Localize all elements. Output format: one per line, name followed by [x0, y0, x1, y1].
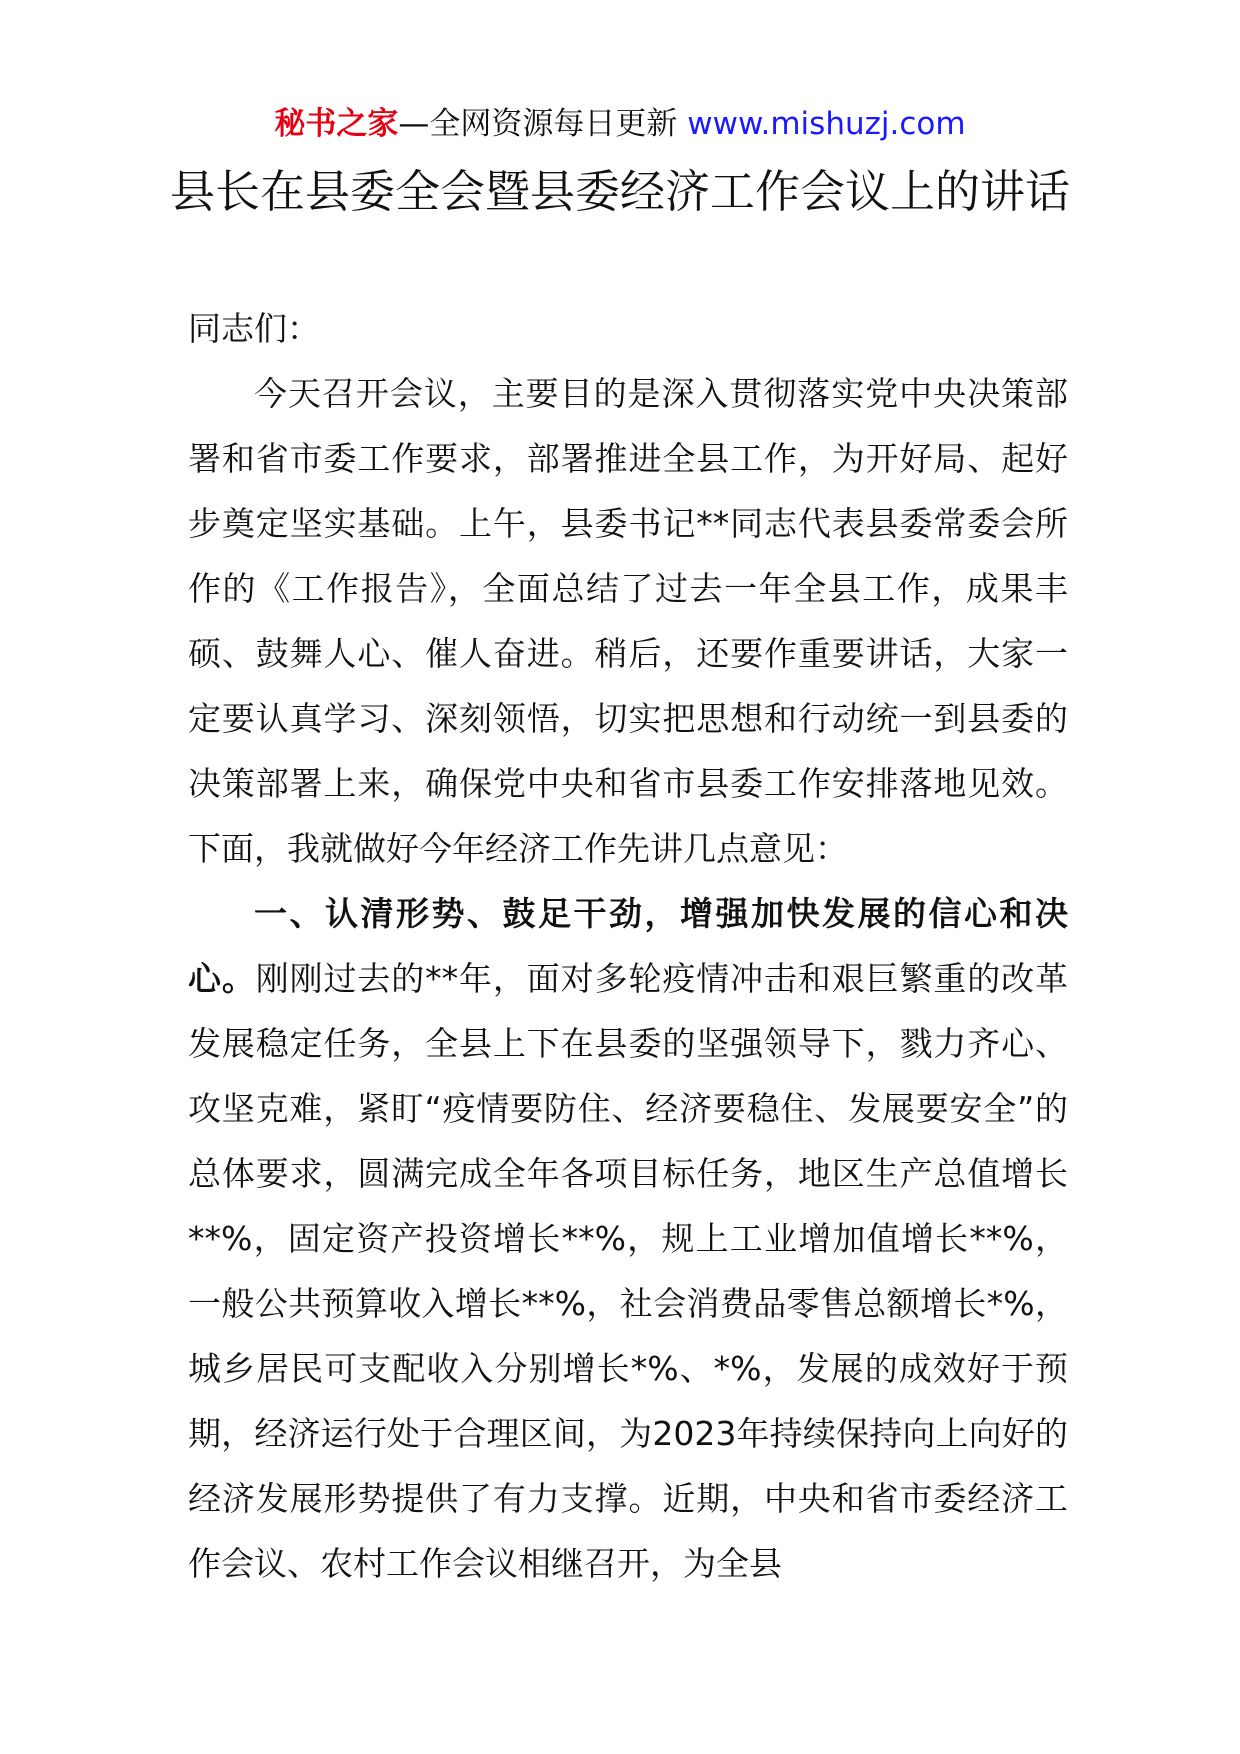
section-1-text: 刚刚过去的**年，面对多轮疫情冲击和艰巨繁重的改革发展稳定任务，全县上下在县委的坚强领导下，戮力齐心、攻坚克难，紧盯“疫情要防住、经济要稳住、发展要安全”的总体要求，圆满完成全年各项目标任务，地区生产总值增长**%，固定资产投资增长**%，规上工业增加值增长**%，一般公共预算收入增长**%，社会消费品零售总额增长*%，城乡居民可支配收入分别增长*%、*%，发展的成效好于预期，经济运行处于合理区间，为2023年持续保持向上向好的经济发展形势提供了有力支撑。近期，中央和省市委经济工作会议、农村工作会议相继召开，为全县 — [188, 959, 1069, 1583]
document-title: 县长在县委全会暨县委经济工作会议上的讲话 — [169, 165, 1070, 218]
section-1-heading: 一、认清形势、鼓足干劲，增强加快发展的信心和决心。 — [188, 894, 1068, 998]
paragraph-intro: 今天召开会议，主要目的是深入贯彻落实党中央决策部署和省市委工作要求，部署推进全县工作，为开好局、起好步奠定坚实基础。上午，县委书记**同志代表县委常委会所作的《工作报告》，全面总结了过去一年全县工作，成果丰硕、鼓舞人心、催人奋进。稍后，还要作重要讲话，大家一定要认真学习、深刻领悟，切实把思想和行动统一到县委的决策部署上来，确保党中央和省市县委工作安排落地见效。下面，我就做好今年经济工作先讲几点意见： — [188, 374, 1068, 868]
brand-name: 秘书之家 — [274, 106, 399, 142]
site-url-link[interactable]: www.mishuzj.com — [687, 106, 966, 142]
paragraph-section-1 — [188, 881, 1068, 1596]
salutation: 同志们： — [188, 309, 320, 348]
document-body — [188, 296, 1068, 1596]
banner-tagline: —全网资源每日更新 — [398, 106, 688, 142]
site-banner — [0, 98, 1240, 150]
